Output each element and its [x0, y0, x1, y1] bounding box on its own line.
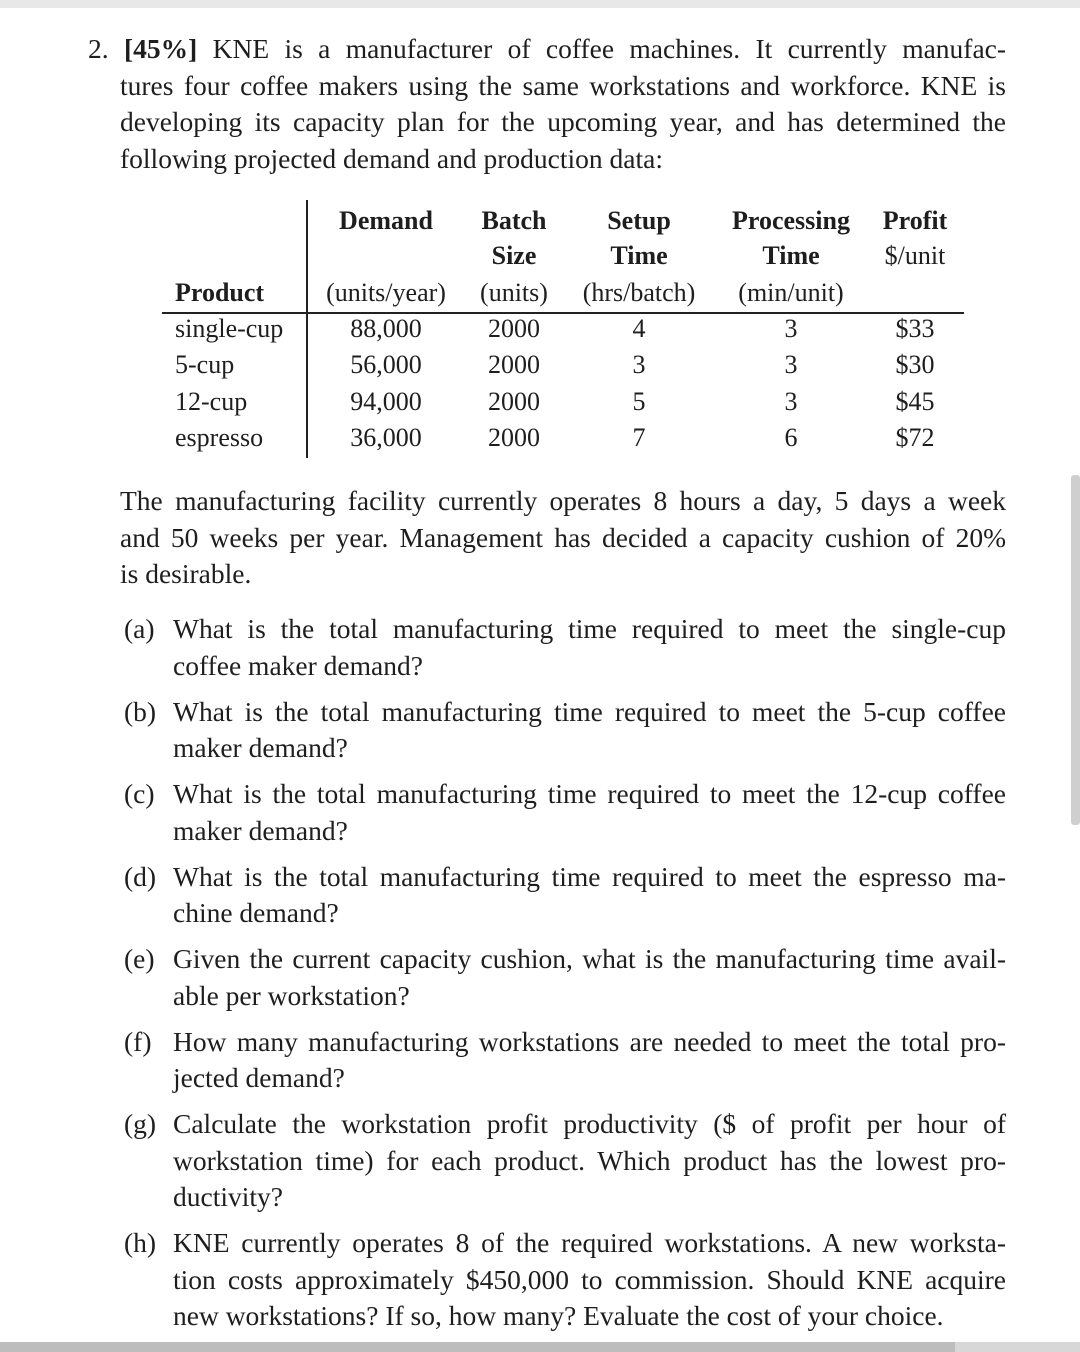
header-processing: Processing [732, 206, 850, 235]
problem-number: 2. [88, 33, 109, 64]
row-processing: 6 [784, 423, 798, 452]
table-vertical-rule [306, 200, 308, 458]
question-f: (f) How many manufacturing workstations are needed to meet the total pro- jected demand? [124, 1025, 1006, 1093]
row-batch: 2000 [488, 350, 540, 379]
header-demand: Demand [339, 206, 433, 235]
header-setup-unit: (hrs/batch) [582, 278, 696, 307]
intro-line-1: 2. [45%] KNE is a manufacturer of coffee machines. It currently manufac- [88, 33, 1007, 64]
question-a: (a) What is the total manufacturing time required to meet the single-cup coffee maker demand? [124, 613, 1006, 681]
row-setup: 4 [632, 314, 646, 343]
question-label: (e) [124, 943, 155, 974]
question-label: (d) [124, 860, 157, 892]
row-batch: 2000 [488, 314, 540, 343]
header-processing-unit: (min/unit) [738, 278, 844, 307]
vertical-scrollbar[interactable] [1071, 475, 1080, 825]
row-demand: 36,000 [350, 423, 422, 452]
question-label: (h) [124, 1227, 157, 1258]
intro-line-3: developing its capacity plan for the upcoming year, and has determined the [120, 106, 1006, 137]
row-product: 5-cup [175, 350, 235, 379]
row-demand: 94,000 [350, 387, 422, 416]
intro-line-4: following projected demand and production data: [120, 142, 663, 174]
row-profit: $45 [895, 387, 935, 416]
header-processing-time: Time [762, 241, 820, 270]
header-setup-time: Time [610, 241, 668, 270]
header-profit-unit: $/unit [884, 241, 946, 270]
row-batch: 2000 [488, 387, 540, 416]
paragraph-line: and 50 weeks per year. Management has decided a capacity cushion of 20% [120, 521, 1006, 553]
row-batch: 2000 [488, 423, 540, 452]
operations-paragraph [120, 483, 1006, 593]
row-demand: 88,000 [350, 314, 422, 343]
question-g: (g) Calculate the workstation profit productivity ($ of profit per hour of workstation time) for each product. Which product has the lowest pro- ductivity? [124, 1108, 1006, 1212]
question-label: (b) [124, 695, 157, 727]
horizontal-scrollbar-thumb[interactable] [0, 1342, 955, 1352]
horizontal-scrollbar[interactable] [0, 1342, 1080, 1352]
header-batch-size: Size [491, 241, 537, 270]
row-setup: 5 [632, 387, 646, 416]
header-profit: Profit [882, 206, 948, 235]
row-processing: 3 [784, 350, 798, 379]
row-product: single-cup [175, 314, 284, 343]
header-batch: Batch [481, 206, 547, 235]
row-setup: 7 [632, 423, 646, 452]
row-product: espresso [175, 423, 264, 452]
header-batch-unit: (units) [480, 278, 548, 307]
question-label: (g) [124, 1108, 157, 1139]
question-d: (d) What is the total manufacturing time required to meet the espresso ma- chine demand? [124, 860, 1006, 928]
question-label: (a) [124, 613, 155, 644]
question-h: (h) KNE currently operates 8 of the required workstations. A new worksta- tion costs approximately $450,000 to commission. Should KNE acquire new workstations? If so, how many? Evaluate the cost of your choice. [124, 1227, 1006, 1331]
row-setup: 3 [632, 350, 646, 379]
problem-weight: [45%] [123, 33, 198, 64]
intro-line-2: tures four coffee makers using the same workstations and workforce. KNE is [120, 69, 1006, 101]
production-data-table [0, 0, 1080, 480]
row-processing: 3 [784, 314, 798, 343]
question-e: (e) Given the current capacity cushion, what is the manufacturing time avail- able per workstation? [124, 943, 1006, 1011]
header-setup: Setup [607, 206, 671, 235]
header-demand-unit: (units/year) [326, 278, 446, 307]
row-processing: 3 [784, 387, 798, 416]
row-profit: $33 [895, 314, 935, 343]
question-c: (c) What is the total manufacturing time required to meet the 12-cup coffee maker demand? [124, 778, 1006, 846]
row-demand: 56,000 [350, 350, 422, 379]
question-label: (c) [124, 778, 155, 809]
row-profit: $30 [895, 350, 935, 379]
header-product: Product [175, 278, 265, 307]
question-b: (b) What is the total manufacturing time required to meet the 5-cup coffee maker demand? [124, 695, 1006, 763]
paragraph-line: is desirable. [120, 558, 252, 589]
question-label: (f) [124, 1025, 152, 1057]
question-list [124, 611, 1006, 1344]
row-profit: $72 [895, 423, 935, 452]
row-product: 12-cup [175, 387, 248, 416]
paragraph-line: The manufacturing facility currently operates 8 hours a day, 5 days a week [120, 485, 1006, 516]
